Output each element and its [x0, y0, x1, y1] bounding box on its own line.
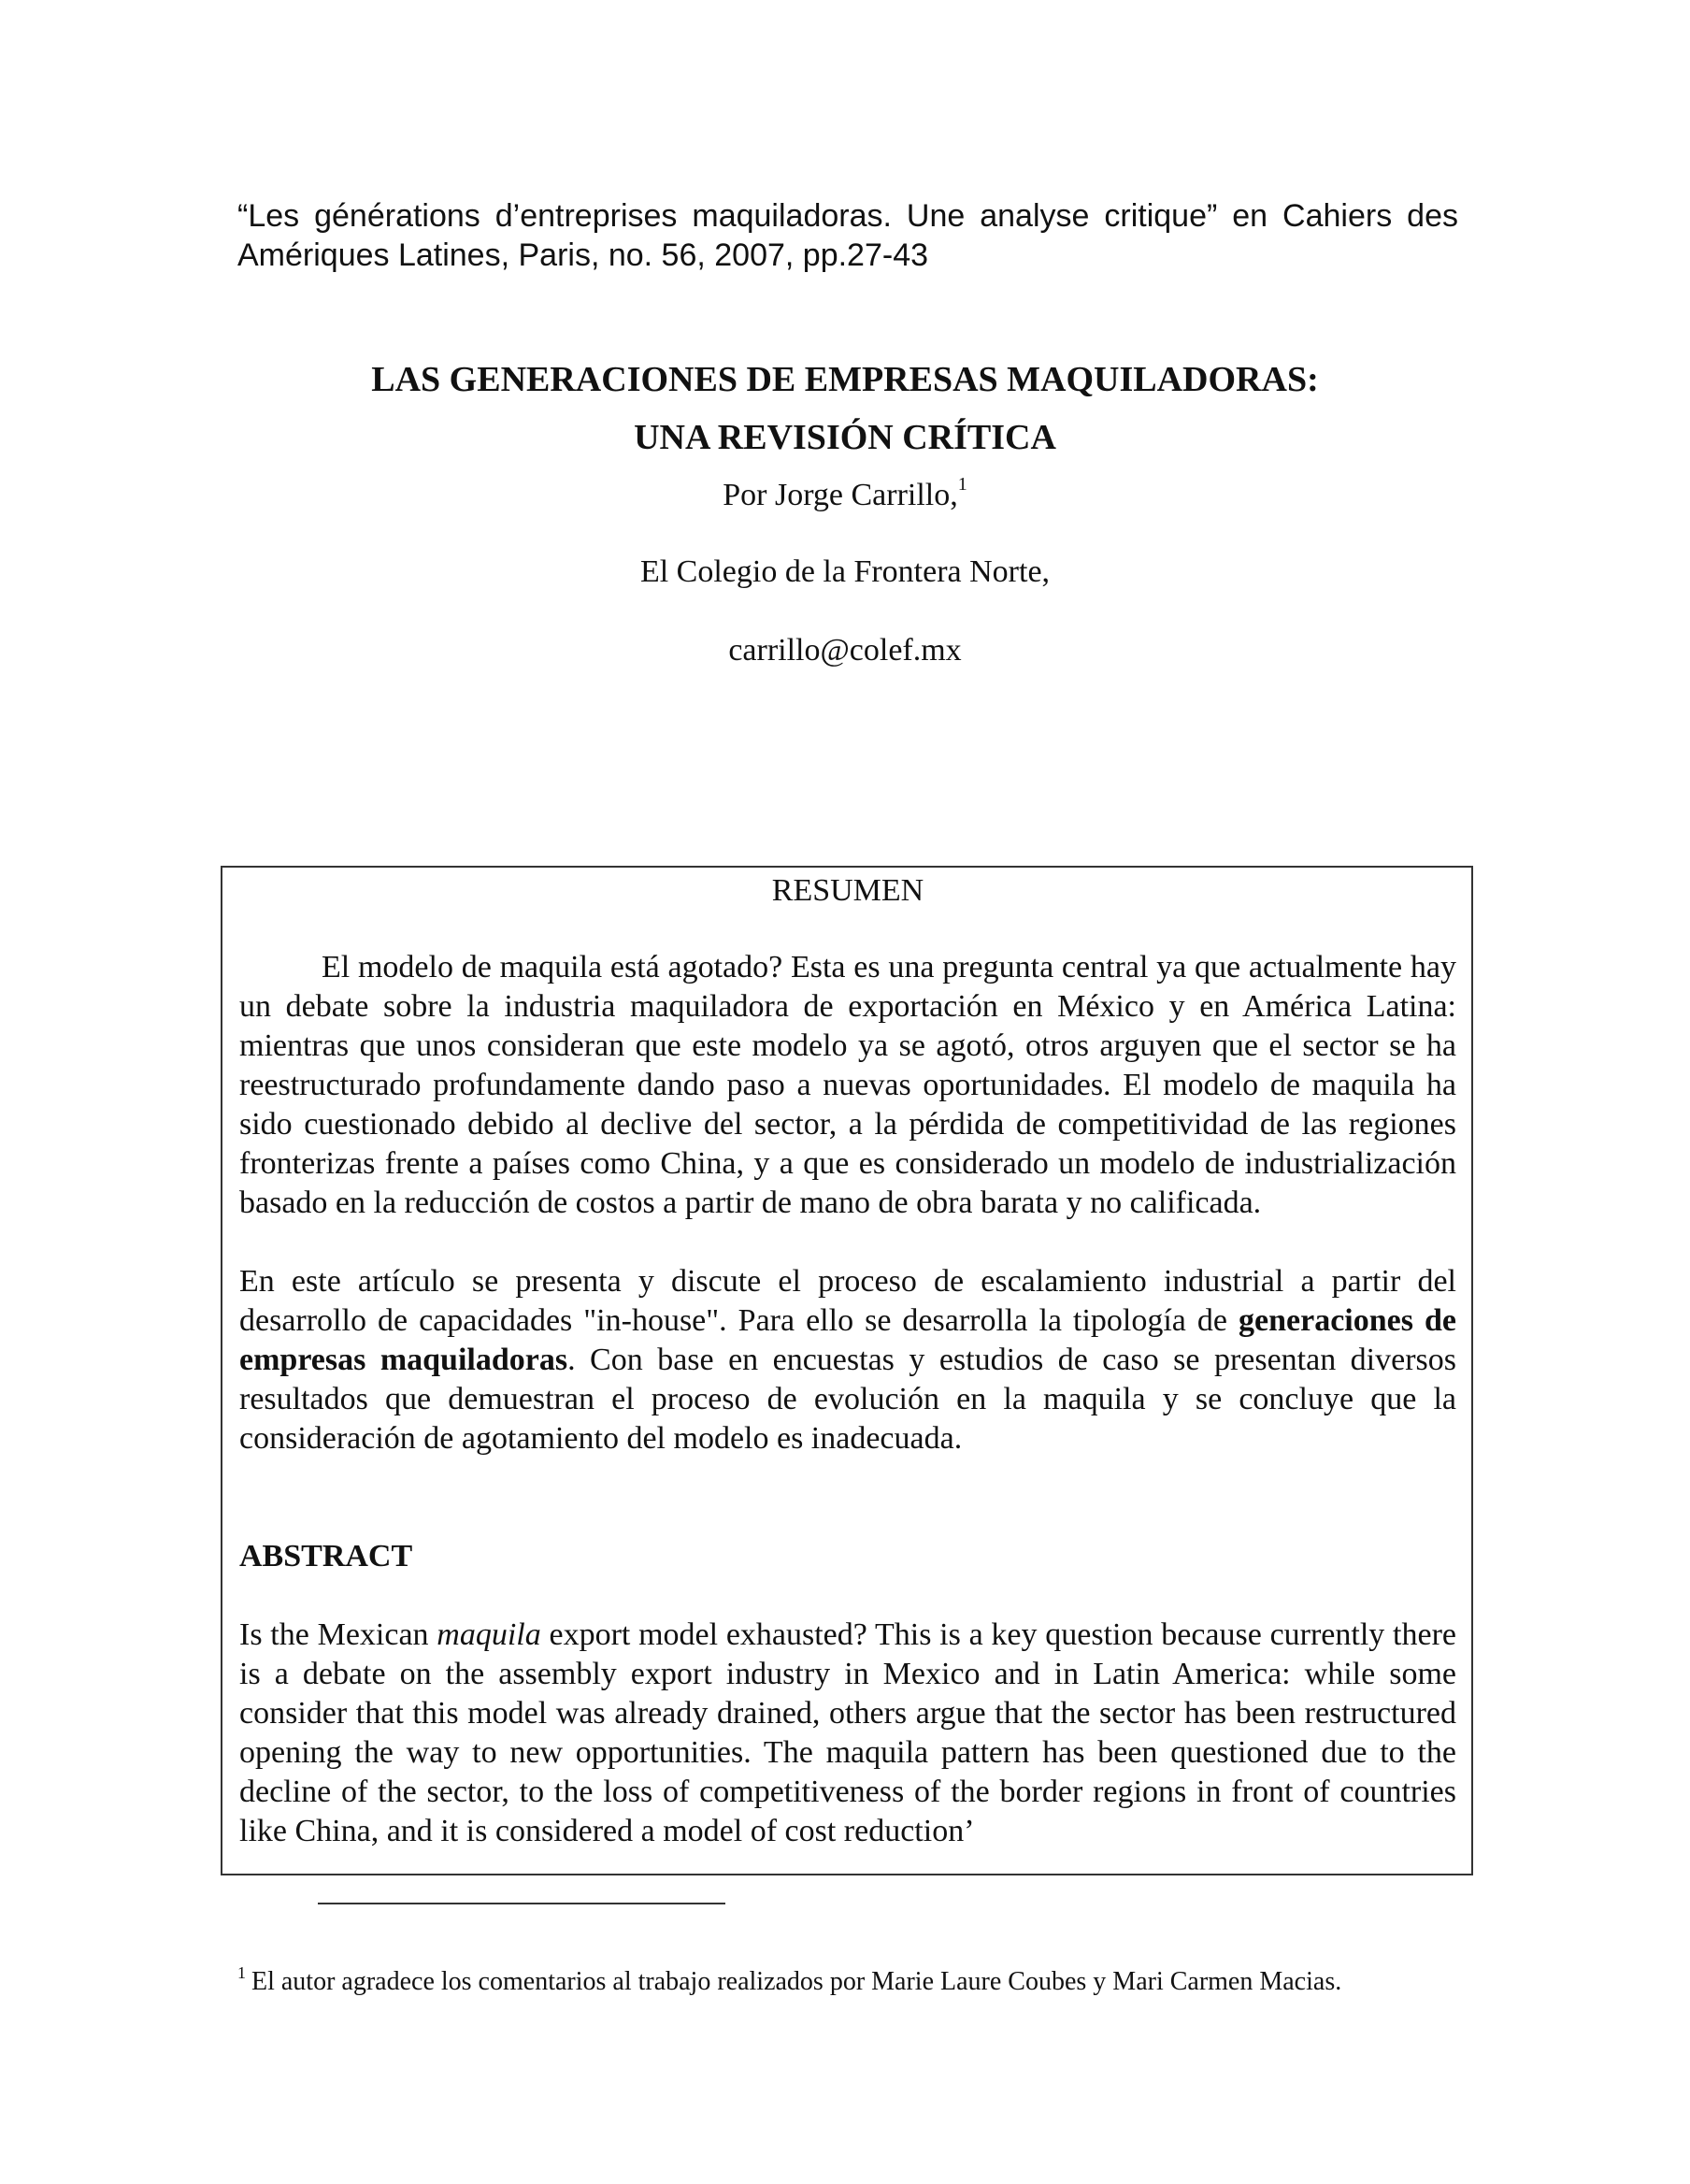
author-email[interactable]: carrillo@colef.mx [728, 633, 962, 668]
resumen-paragraph-2 [239, 1262, 1456, 1458]
abstract-text-a: Is the Mexican [239, 1617, 437, 1652]
footnote [237, 1965, 1546, 1999]
author-name: Por Jorge Carrillo, [723, 478, 958, 512]
abstract-text-italic: maquila [437, 1617, 541, 1652]
abstract-text-b: export model exhausted? This is a key question because currently there is a debate on the assembly export industry in Mexico and in Latin America: while some consider that this model was already drained, others argue that the sector has been restructured opening the way to new opportunities. The maquila pattern has been questioned due to the decline of the sector, to the loss of competitiveness of the border regions in front of countries like China, and it is considered a model of cost reduction’ [239, 1617, 1456, 1848]
footnote-mark: 1 [237, 1963, 246, 1982]
author-institution: El Colegio de la Frontera Norte, [639, 554, 1051, 589]
abstract-heading: ABSTRACT [239, 1539, 413, 1573]
author-line [0, 475, 1690, 516]
paper-title-line-1: LAS GENERACIONES DE EMPRESAS MAQUILADORAS: [371, 360, 1319, 399]
resumen-paragraph-2-text-b: . Con base en encuestas y estudios de caso se presentan diversos resultados que demuestran el proceso de evolución en la maquila y se concluye que la consideración de agotamiento del modelo es inadecuada. [239, 1343, 1456, 1456]
citation-header: “Les générations d’entreprises maquiladoras. Une analyse critique” en Cahiers des Amériques Latines, Paris, no. 56, 2007, pp.27-43 [237, 198, 1458, 273]
resumen-paragraph-1: El modelo de maquila está agotado? Esta es una pregunta central ya que actualmente hay un debate sobre la industria maquiladora de exportación en México y en América Latina: mientras que unos consideran que este modelo ya se agotó, otros arguyen que el sector se ha reestructurado profundamente dando paso a nuevas oportunidades. El modelo de maquila ha sido cuestionado debido al declive del sector, a la pérdida de competitividad de las regiones fronterizas frente a países como China, y a que es considerado un modelo de industrialización basado en la reducción de costos a partir de mano de obra barata y no calificada. [239, 950, 1456, 1220]
resumen-paragraph-2-bold: generaciones de empresas maquiladoras [239, 1303, 1456, 1377]
abstract-paragraph [239, 1616, 1456, 1851]
footnote-text: El autor agradece los comentarios al trabajo realizados por Marie Laure Coubes y Mari Carmen Macias. [251, 1967, 1342, 1996]
author-footnote-mark: 1 [957, 474, 967, 495]
abstract-box-content [239, 868, 1456, 1851]
footnote-divider [318, 1903, 725, 1904]
abstract-box [221, 866, 1473, 1875]
resumen-heading: RESUMEN [771, 873, 924, 908]
resumen-paragraph-2-text-a: En este artículo se presenta y discute el proceso de escalamiento industrial a partir del desarrollo de capacidades "in-house". Para ello se desarrolla la tipología de [239, 1264, 1456, 1338]
paper-title-line-2: UNA REVISIÓN CRÍTICA [634, 418, 1056, 457]
